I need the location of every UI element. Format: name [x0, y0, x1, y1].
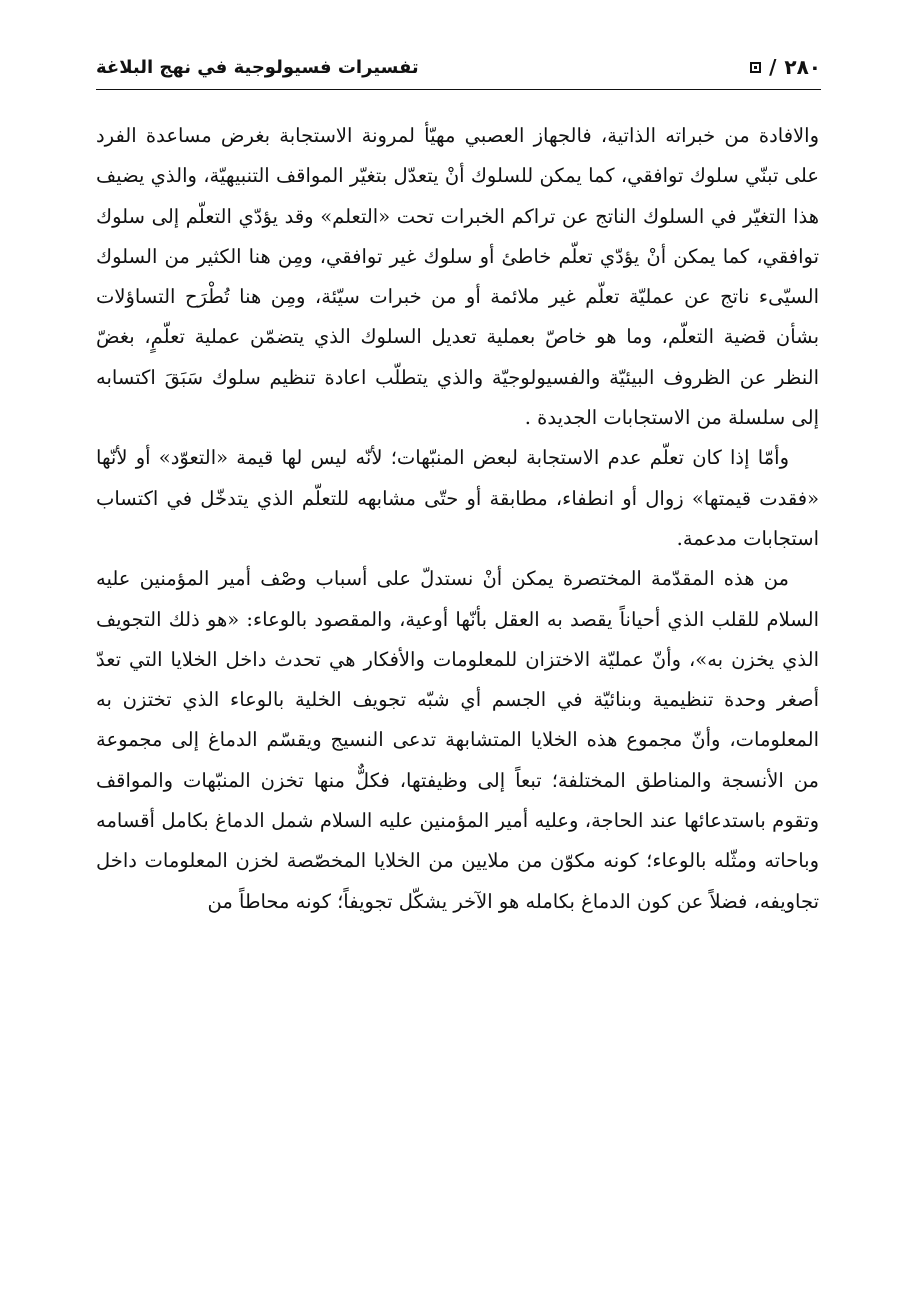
paragraph-2: وأمّا إذا كان تعلّم عدم الاستجابة لبعض المنبّهات؛ لأنّه ليس لها قيمة «التعوّد» أو لأنّها «فقدت قيمتها» زوال أو انطفاء، مطابقة أو حتّى مشابهه للتعلّم الذي يتدخّل في اكتساب استجابات مدعمة.	[96, 446, 819, 550]
running-title: تفسيرات فسيولوجية في نهج البلاغة	[96, 56, 419, 78]
page-header	[96, 50, 821, 84]
header-divider	[96, 89, 821, 90]
square-ornament-icon	[750, 62, 761, 73]
body-text	[96, 116, 819, 922]
paragraph-3: من هذه المقدّمة المختصرة يمكن أنْ نستدلّ على أسباب وصْف أمير المؤمنين عليه السلام للقلب الذي أحياناً يقصد به العقل بأنّها أوعية، والمقصود بالوعاء: «هو ذلك التجويف الذي يخزن به»، وأنّ عمليّة الاختزان للمعلومات والأفكار هي تحدث داخل الخلايا التي تعدّ أصغر وحدة تنظيمية وبنائيّة في الجسم أي شبّه تجويف الخلية بالوعاء الذي تختزن به المعلومات، وأنّ مجموع هذه الخلايا المتشابهة تدعى النسيج ويقسّم الدماغ إلى مجموعة من الأنسجة والمناطق المختلفة؛ تبعاً إلى وظيفتها، فكلٌّ منها تخزن المنبّهات والمواقف وتقوم باستدعائها عند الحاجة، وعليه أمير المؤمنين عليه السلام شمل الدماغ بكامل أقسامه وباحاته ومثّله بالوعاء؛ كونه مكوّن من ملايين من الخلايا المخصّصة لخزن المعلومات داخل تجاويفه، فضلاً عن كون الدماغ بكامله هو الآخر يشكّل تجويفاً؛ كونه محاطاً من	[96, 567, 819, 913]
page-number: ٢٨٠	[784, 55, 821, 79]
paragraph-1: والافادة من خبراته الذاتية، فالجهاز العصبي مهيّأ لمرونة الاستجابة بغرض مساعدة الفرد على تبنّي سلوك توافقي، كما يمكن للسلوك أنْ يتعدّل بتغيّر المواقف التنبيهيّة، والذي يضيف هذا التغيّر في السلوك الناتج عن تراكم الخبرات تحت «التعلم» وقد يؤدّي التعلّم إلى سلوك توافقي، كما يمكن أنْ يؤدّي تعلّم خاطئ أو سلوك غير توافقي، ومِن هنا الكثير من السلوك السيّىء ناتج عن عمليّة تعلّم غير ملائمة أو من خبرات سيّئة، ومِن هنا تُطْرَح التساؤلات بشأن قضية التعلّم، وما هو خاصّ بعملية تعديل السلوك الذي يتضمّن عملية تعلّمٍ، بغضّ النظر عن الظروف البيئيّة والفسيولوجيّة والذي يتطلّب اعادة تنظيم سلوك سَبَقَ اكتسابه إلى سلسلة من الاستجابات الجديدة .	[96, 124, 819, 430]
page-number-separator: /	[769, 55, 777, 79]
page-folio	[750, 55, 821, 79]
